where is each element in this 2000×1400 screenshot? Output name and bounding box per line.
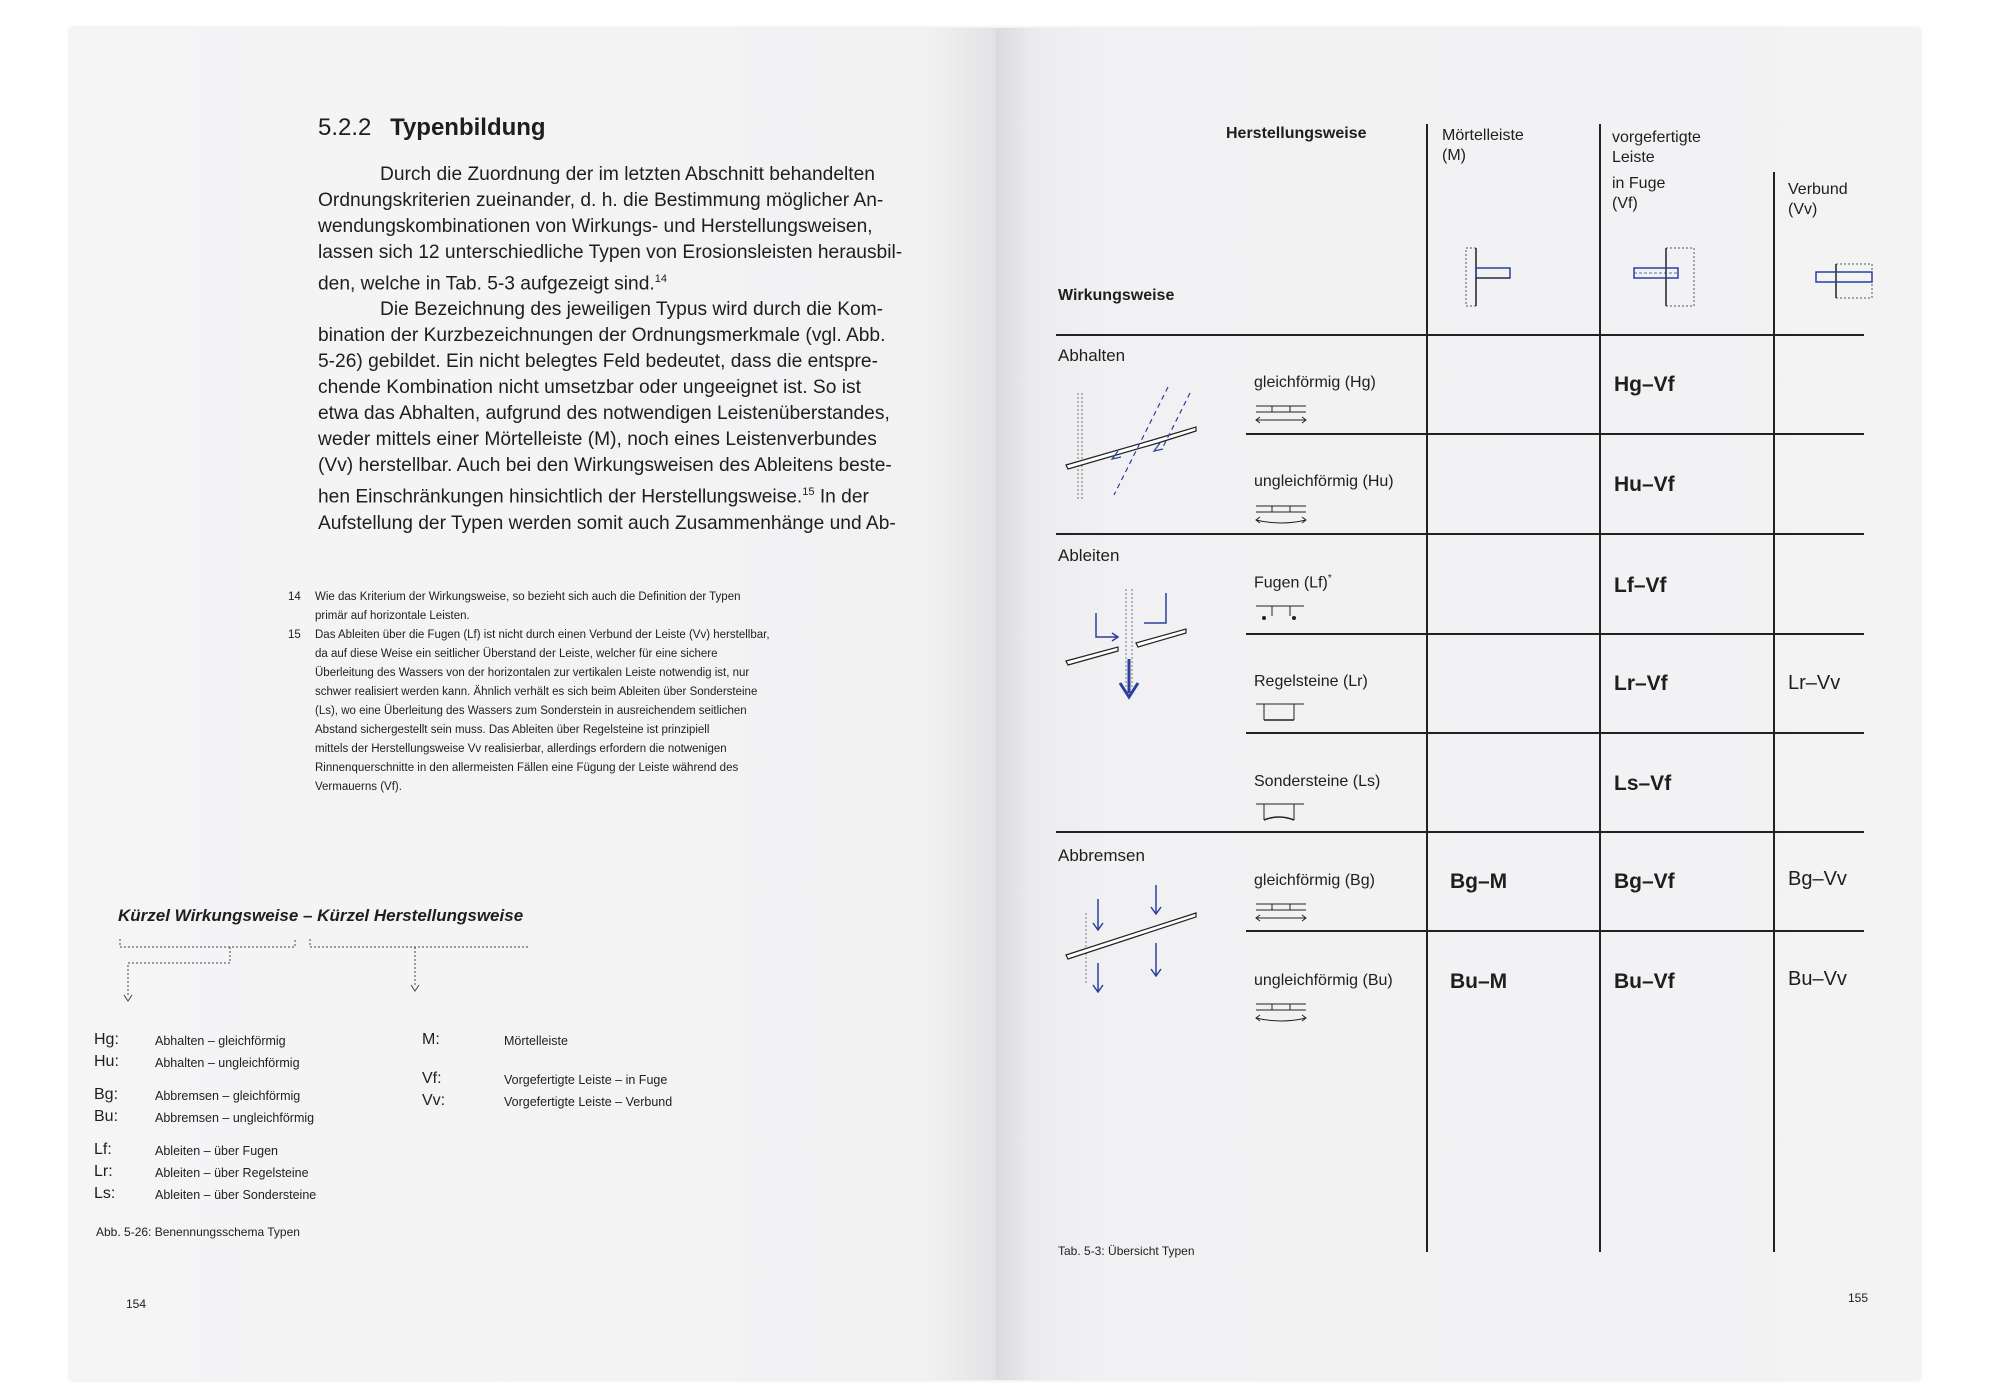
abbr-code: Lr: — [94, 1163, 113, 1180]
section-title: Typenbildung — [390, 114, 546, 141]
col-divider — [1599, 124, 1601, 1252]
ableiten-diagram-icon — [1056, 583, 1206, 703]
abbr-code: Vv: — [422, 1092, 446, 1109]
type-code: Lr–Vf — [1614, 672, 1668, 695]
body-line: hen Einschränkungen hinsichtlich der Herstellungsweise.$^{15}$ In der — [318, 486, 869, 508]
row-label: Fugen (Lf)* — [1254, 573, 1332, 592]
ungleichfoermig-icon — [1254, 998, 1310, 1024]
abbr-desc: Mörtelleiste — [504, 1034, 568, 1048]
left-page — [70, 28, 998, 1380]
abbr-desc: Ableiten – über Regelsteine — [155, 1166, 309, 1180]
row-label: Sondersteine (Ls) — [1254, 773, 1381, 790]
row-label: gleichförmig (Bg) — [1254, 872, 1375, 889]
abbr-code: Bu: — [94, 1108, 119, 1125]
footnote-14: 14 Wie das Kriterium der Wirkungsweise, so bezieht sich auch die Definition der Typen primär auf horizontale Leisten. — [288, 591, 741, 622]
figure-caption: Abb. 5-26: Benennungsschema Typen — [96, 1225, 300, 1239]
scheme-title: Kürzel Wirkungsweise – Kürzel Herstellungsweise — [118, 906, 524, 925]
footnotes — [288, 588, 1008, 797]
row-divider — [1246, 732, 1864, 734]
row-label: Regelsteine (Lr) — [1254, 673, 1368, 690]
scheme-brackets — [110, 933, 530, 1013]
section-number: 5.2.2 — [318, 114, 372, 141]
type-code: Bg–M — [1450, 870, 1508, 893]
body-line: wendungskombinationen von Wirkungs- und Herstellungsweisen, — [318, 216, 873, 237]
abbr-desc: Ableiten – über Sondersteine — [155, 1188, 317, 1202]
row-label: ungleichförmig (Bu) — [1254, 972, 1393, 989]
abbremsen-diagram-icon — [1056, 883, 1206, 993]
type-code: Bu–M — [1450, 970, 1508, 993]
moertelleiste-icon — [1460, 246, 1520, 310]
abbr-desc: Abbremsen – gleichförmig — [155, 1089, 301, 1103]
row-label: gleichförmig (Hg) — [1254, 374, 1376, 391]
gleichfoermig-icon — [1254, 898, 1310, 924]
ungleichfoermig-icon — [1254, 500, 1310, 526]
footnote-mark: * — [1327, 573, 1332, 584]
abbr-desc: Abhalten – ungleichförmig — [155, 1056, 300, 1070]
abbr-desc: Vorgefertigte Leiste – in Fuge — [504, 1073, 668, 1087]
body-line: Ordnungskriterien zueinander, d. h. die Bestimmung möglicher An- — [318, 190, 884, 211]
sondersteine-icon — [1254, 800, 1310, 824]
abbr-desc: Abbremsen – ungleichförmig — [155, 1111, 315, 1125]
row-divider — [1246, 930, 1864, 932]
row-divider — [1056, 533, 1864, 535]
body-line: weder mittels einer Mörtelleiste (M), noch eines Leistenverbundes — [318, 429, 877, 451]
abbr-desc: Ableiten – über Fugen — [155, 1144, 279, 1158]
body-line: Die Bezeichnung des jeweiligen Typus wird durch die Kom- — [380, 299, 884, 321]
right-page — [998, 28, 1920, 1380]
group-label-abhalten: Abhalten — [1058, 346, 1126, 365]
footnote-ref[interactable]: 15 — [802, 486, 815, 499]
type-code: Lf–Vf — [1614, 574, 1667, 597]
type-code: Hu–Vf — [1614, 473, 1675, 496]
group-label-ableiten: Ableiten — [1058, 546, 1120, 565]
row-divider — [1246, 433, 1864, 435]
abbr-code: Bg: — [94, 1086, 119, 1103]
type-code: Lr–Vv — [1788, 672, 1841, 694]
col-header-vf: vorgefertigte Leiste in Fuge (Vf) — [1612, 129, 1701, 212]
type-code: Ls–Vf — [1614, 772, 1672, 795]
abbr-code: M: — [422, 1031, 440, 1048]
type-code: Hg–Vf — [1614, 373, 1675, 396]
abbr-desc: Vorgefertigte Leiste – Verbund — [504, 1095, 673, 1109]
fugen-icon — [1254, 600, 1310, 624]
body-line: Durch die Zuordnung der im letzten Abschnitt behandelten — [380, 164, 875, 185]
row-divider — [1056, 831, 1864, 833]
header-herstellungsweise: Herstellungsweise — [1226, 125, 1367, 142]
col-header-m: Mörtelleiste (M) — [1442, 127, 1524, 164]
row-divider — [1056, 334, 1864, 336]
row-divider — [1246, 633, 1864, 635]
verbund-icon — [1806, 260, 1876, 304]
abbr-code: Hu: — [94, 1053, 119, 1070]
body-line: den, welche in Tab. 5-3 aufgezeigt sind.$^{14}$ — [318, 273, 667, 295]
abbr-code: Vf: — [422, 1070, 442, 1087]
page-number: 155 — [1848, 1291, 1869, 1305]
type-code: Bg–Vv — [1788, 868, 1847, 890]
abbr-code: Lf: — [94, 1141, 112, 1158]
row-label: ungleichförmig (Hu) — [1254, 473, 1394, 490]
abhalten-diagram-icon — [1056, 383, 1206, 503]
body-line: chende Kombination nicht umsetzbar oder ungeeignet ist. So ist — [318, 377, 861, 399]
group-label-abbremsen: Abbremsen — [1058, 846, 1145, 865]
header-wirkungsweise: Wirkungsweise — [1058, 287, 1175, 304]
body-text — [318, 162, 1000, 537]
body-line: Aufstellung der Typen werden somit auch Zusammenhänge und Ab- — [318, 512, 896, 534]
footnote-ref[interactable]: 14 — [654, 273, 667, 285]
regelsteine-icon — [1254, 700, 1310, 724]
abbr-desc: Abhalten – gleichförmig — [155, 1034, 286, 1048]
footnote-15: 15 Das Ableiten über die Fugen (Lf) ist nicht durch einen Verbund der Leiste (Vv) herstellbar, da auf diese Weise ein seitlicher Überstand der Leiste, welcher für eine sichere Überleitung des Wassers von der horizontalen zur vertikalen Leiste notwendig ist, nur schwer realisiert werden kann. Ähnlich verhält es sich beim Ableiten über Sondersteine (Ls), wo eine Überleitung des Wassers zum Sonderstein in ausreichendem seitlichen Abstand sichergestellt sein muss. Das Ableiten über Regelsteine ist prinzipiell mittels der Herstellungsweise Vv realisierbar, allerdings erfordern die notwenigen Rinnenquerschnitte in den allermeisten Fällen eine Fügung der Leiste während des Vermauerns (Vf). — [288, 629, 770, 793]
col-header-vv: Verbund (Vv) — [1788, 181, 1848, 218]
section-heading — [318, 114, 546, 142]
type-code: Bg–Vf — [1614, 870, 1675, 893]
type-code: Bu–Vv — [1788, 968, 1847, 990]
abbr-code: Hg: — [94, 1031, 119, 1048]
body-line: 5-26) gebildet. Ein nicht belegtes Feld bedeutet, dass die entspre- — [318, 351, 878, 373]
col-divider — [1426, 124, 1428, 1252]
body-line: bination der Kurzbezeichnungen der Ordnungsmerkmale (vgl. Abb. — [318, 325, 886, 347]
body-line: lassen sich 12 unterschiedliche Typen von Erosionsleisten herausbil- — [318, 242, 903, 263]
gleichfoermig-icon — [1254, 400, 1310, 426]
table-caption: Tab. 5-3: Übersicht Typen — [1058, 1244, 1195, 1258]
abbr-code: Ls: — [94, 1185, 116, 1202]
page-number: 154 — [126, 1297, 147, 1311]
vorgefertigte-leiste-icon — [1630, 246, 1700, 310]
body-line: (Vv) herstellbar. Auch bei den Wirkungsweisen des Ableitens beste- — [318, 455, 892, 477]
body-line: etwa das Abhalten, aufgrund des notwendigen Leistenüberstandes, — [318, 403, 890, 425]
type-code: Bu–Vf — [1614, 970, 1675, 993]
